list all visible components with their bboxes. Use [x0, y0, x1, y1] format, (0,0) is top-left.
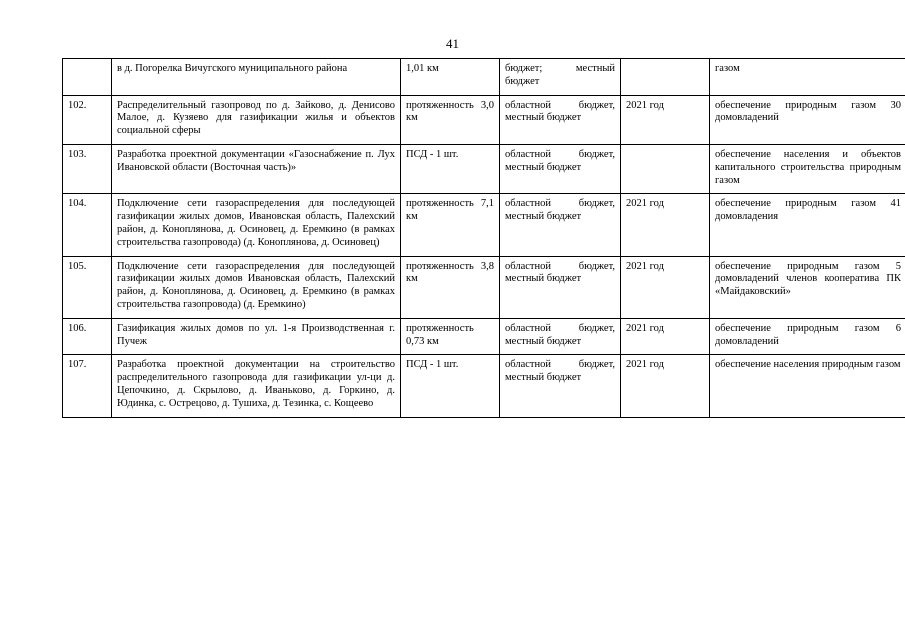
row-year: 2021 год	[621, 95, 710, 144]
row-year	[621, 144, 710, 193]
row-number: 102.	[63, 95, 112, 144]
table-row	[63, 59, 905, 96]
table-row	[63, 144, 905, 193]
row-measure-name: Разработка проектной документации «Газоснабжение п. Лух Ивановской области (Восточная часть)»	[112, 144, 401, 193]
row-volume: протяженность 3,0 км	[401, 95, 500, 144]
row-result: обеспечение природным газом 6 домовладений	[710, 318, 905, 355]
row-measure-name: Распределительный газопровод по д. Зайково, д. Денисово Малое, д. Кузяево для газификации жилья и объектов социальной сферы	[112, 95, 401, 144]
row-year	[621, 59, 710, 96]
row-measure-name: Разработка проектной документации на строительство распределительного газопровода для газификации ул-ци д. Цепочкино, д. Скрылово, д. Иваньково, д. Горкино, д. Юдинка, с. Острецово, д. Тушиха, д. Тезинка, с. Кощеево	[112, 355, 401, 417]
row-measure-name: Подключение сети газораспределения для последующей газификации жилых домов Ивановская область, Палехский район, д. Коноплянова, д. Осиновец, д. Еремкино (в рамках строительства газопровода) (д. Еремкино)	[112, 256, 401, 318]
table-row	[63, 95, 905, 144]
row-measure-name: Подключение сети газораспределения для последующей газификации жилых домов, Ивановская область, Палехский район, д. Коноплянова, д. Осиновец, д. Еремкино (в рамках строительства газопровода) (д. Коноплянова, д. Осиновец)	[112, 194, 401, 256]
page-number: 41	[446, 36, 459, 51]
table-row	[63, 318, 905, 355]
row-number: 107.	[63, 355, 112, 417]
row-volume: протяженность 7,1 км	[401, 194, 500, 256]
row-number	[63, 59, 112, 96]
table-row	[63, 194, 905, 256]
row-funding-source: областной бюджет, местный бюджет	[500, 355, 621, 417]
row-number: 106.	[63, 318, 112, 355]
row-year: 2021 год	[621, 256, 710, 318]
row-funding-source: областной бюджет, местный бюджет	[500, 95, 621, 144]
row-funding-source: областной бюджет, местный бюджет	[500, 144, 621, 193]
table-row	[63, 355, 905, 417]
row-year: 2021 год	[621, 355, 710, 417]
row-volume: ПСД - 1 шт.	[401, 355, 500, 417]
row-funding-source: областной бюджет, местный бюджет	[500, 194, 621, 256]
row-result: газом	[710, 59, 905, 96]
row-result: обеспечение населения природным газом	[710, 355, 905, 417]
row-funding-source: областной бюджет, местный бюджет	[500, 256, 621, 318]
row-measure-name: в д. Погорелка Вичугского муниципального района	[112, 59, 401, 96]
row-year: 2021 год	[621, 194, 710, 256]
row-result: обеспечение природным газом 30 домовладений	[710, 95, 905, 144]
row-measure-name: Газификация жилых домов по ул. 1-я Производственная г. Пучеж	[112, 318, 401, 355]
row-number: 105.	[63, 256, 112, 318]
row-volume: протяженность 0,73 км	[401, 318, 500, 355]
table-row	[63, 256, 905, 318]
measures-table-container	[62, 58, 901, 418]
row-number: 103.	[63, 144, 112, 193]
row-funding-source: областной бюджет, местный бюджет	[500, 318, 621, 355]
measures-table	[62, 58, 905, 418]
row-result: обеспечение населения и объектов капитального строительства природным газом	[710, 144, 905, 193]
row-volume: 1,01 км	[401, 59, 500, 96]
row-result: обеспечение природным газом 41 домовладения	[710, 194, 905, 256]
row-volume: ПСД - 1 шт.	[401, 144, 500, 193]
row-volume: протяженность 3,8 км	[401, 256, 500, 318]
row-funding-source: бюджет; местный бюджет	[500, 59, 621, 96]
row-number: 104.	[63, 194, 112, 256]
row-result: обеспечение природным газом 5 домовладений членов кооператива ПК «Майдаковский»	[710, 256, 905, 318]
row-year: 2021 год	[621, 318, 710, 355]
